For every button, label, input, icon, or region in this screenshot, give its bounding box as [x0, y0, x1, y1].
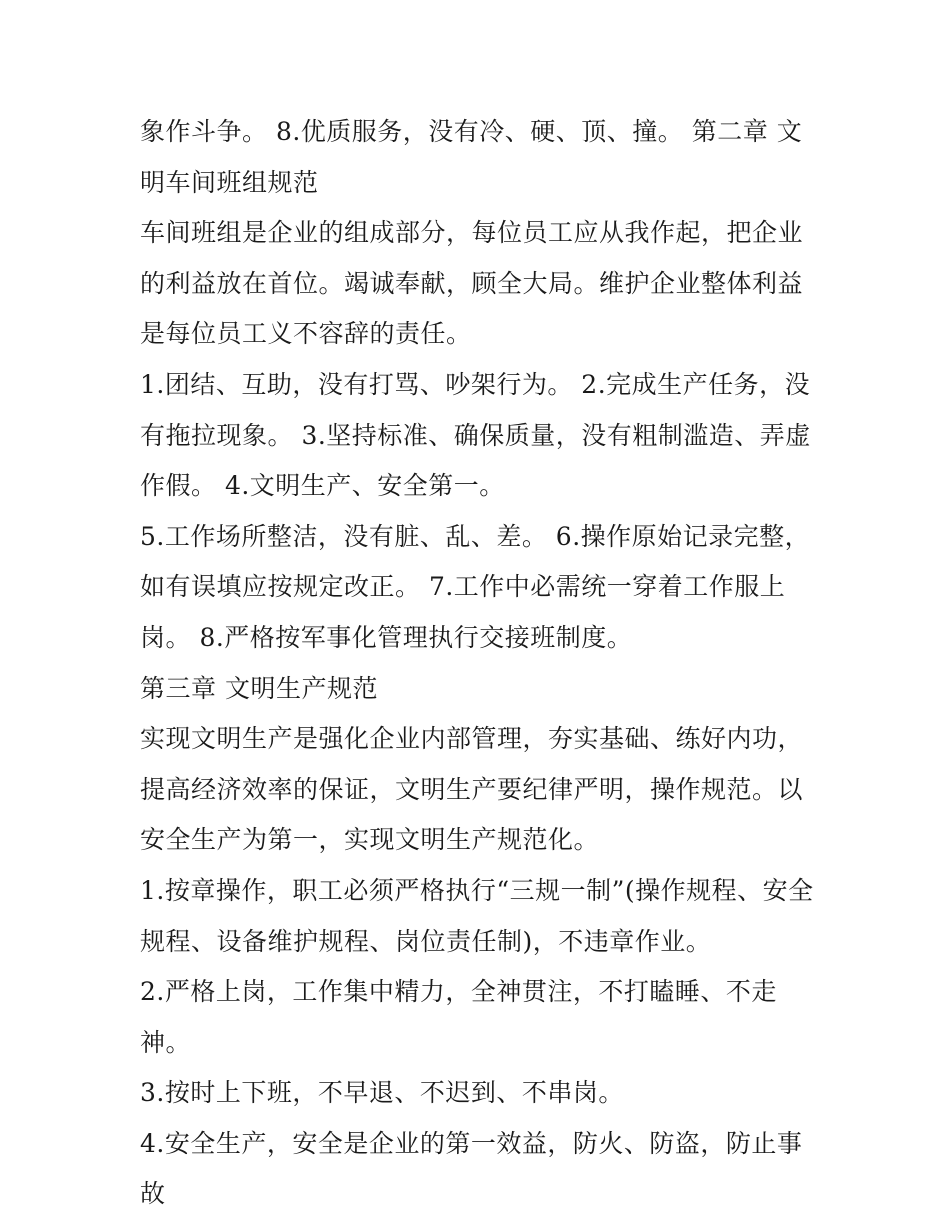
document-body	[140, 107, 820, 1220]
paragraph-7: 1.按章操作，职工必须严格执行“三规一制”(操作规程、安全规程、设备维护规程、岗位责任制)，不违章作业。	[140, 875, 814, 956]
paragraph-3: 1.团结、互助，没有打骂、吵架行为。 2.完成生产任务，没有拖拉现象。 3.坚持标准、确保质量，没有粗制滥造、弄虚作假。 4.文明生产、安全第一。	[140, 369, 811, 501]
paragraph-4: 5.工作场所整洁，没有脏、乱、差。 6.操作原始记录完整，如有误填应按规定改正。 7.工作中必需统一穿着工作服上岗。 8.严格按军事化管理执行交接班制度。	[140, 521, 811, 652]
paragraph-8: 2.严格上岗，工作集中精力，全神贯注，不打瞌睡、不走神。	[140, 977, 777, 1057]
paragraph-10: 4.安全生产，安全是企业的第一效益，防火、防盗，防止事故	[140, 1128, 803, 1209]
paragraph-1: 象作斗争。 8.优质服务，没有冷、硬、顶、撞。 第二章 文明车间班组规范	[140, 117, 803, 197]
paragraph-6: 实现文明生产是强化企业内部管理，夯实基础、练好内功，提高经济效率的保证，文明生产要纪律严明，操作规范。以安全生产为第一，实现文明生产规范化。	[140, 724, 804, 855]
chapter-heading-3: 第三章 文明生产规范	[140, 673, 378, 703]
paragraph-9: 3.按时上下班，不早退、不迟到、不串岗。	[140, 1078, 624, 1108]
paragraph-2: 车间班组是企业的组成部分，每位员工应从我作起，把企业的利益放在首位。竭诚奉献，顾全大局。维护企业整体利益是每位员工义不容辞的责任。	[140, 218, 804, 349]
